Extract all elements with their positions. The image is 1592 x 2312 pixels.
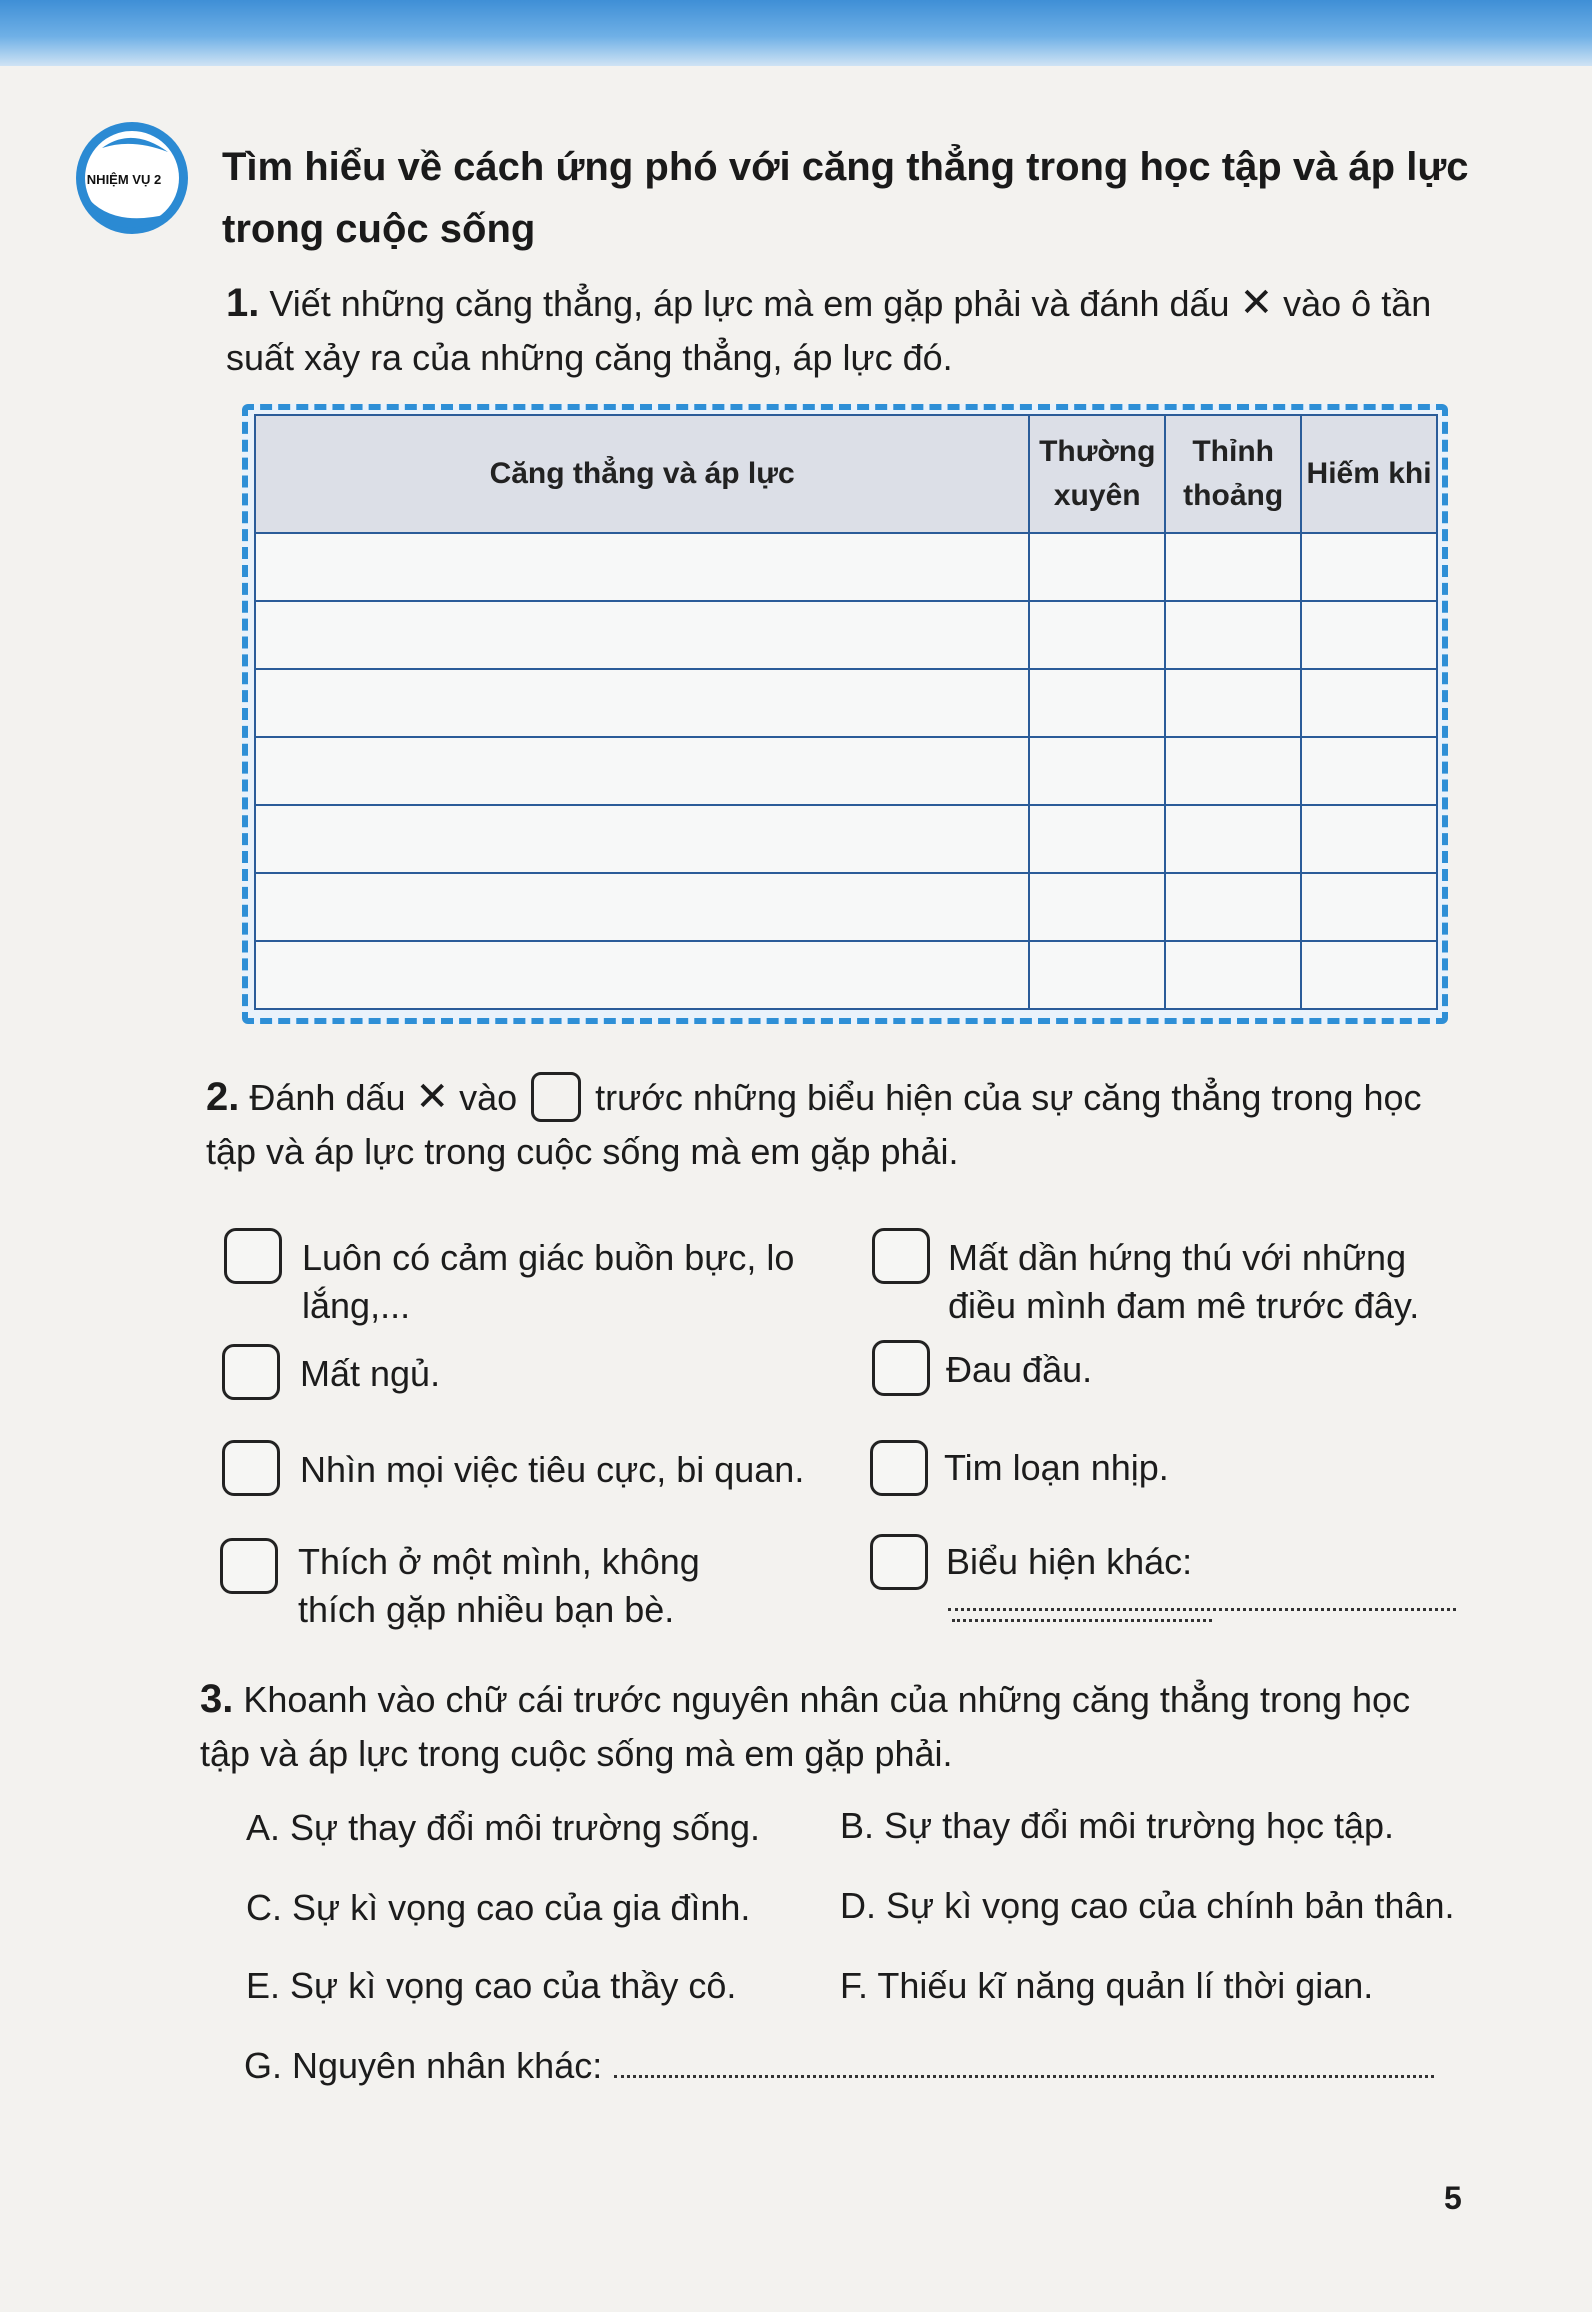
item-pessimism: Nhìn mọi việc tiêu cực, bi quan. [300, 1449, 805, 1490]
header-often: Thường xuyên [1029, 415, 1165, 533]
stress-input-cell[interactable] [255, 805, 1029, 873]
question-2-number: 2. [206, 1075, 240, 1119]
task-badge-icon [72, 118, 192, 238]
item-isolation: Thích ở một mình, không thích gặp nhiều bạn bè. [298, 1541, 700, 1630]
checkbox-sample-icon [531, 1072, 581, 1122]
checkbox-isolation[interactable] [220, 1538, 278, 1594]
table-row [255, 805, 1437, 873]
sometimes-cell[interactable] [1165, 737, 1301, 805]
checkbox-other-symptom[interactable] [870, 1534, 928, 1590]
option-f[interactable]: F. Thiếu kĩ năng quản lí thời gian. [840, 1965, 1374, 2006]
sometimes-cell[interactable] [1165, 873, 1301, 941]
item-anxiety: Luôn có cảm giác buồn bực, lo lắng,... [302, 1237, 795, 1326]
sometimes-cell[interactable] [1165, 669, 1301, 737]
often-cell[interactable] [1029, 669, 1165, 737]
question-2 [206, 1070, 1466, 1179]
checkbox-arrhythmia[interactable] [870, 1440, 928, 1496]
page-number: 5 [1444, 2180, 1462, 2216]
stress-frequency-table [254, 414, 1438, 1010]
option-d[interactable]: D. Sự kì vọng cao của chính bản thân. [840, 1885, 1455, 1926]
checkbox-pessimism[interactable] [222, 1440, 280, 1496]
often-cell[interactable] [1029, 873, 1165, 941]
option-g-label: G. Nguyên nhân khác: [244, 2045, 603, 2086]
other-symptom-line-2[interactable] [948, 1608, 1456, 1611]
item-headache: Đau đầu. [946, 1349, 1093, 1390]
question-1-text-after: vào ô tần suất xảy ra của những căng thẳng, áp lực đó. [226, 283, 1432, 378]
rarely-cell[interactable] [1301, 601, 1437, 669]
question-1 [226, 276, 1466, 385]
table-row [255, 737, 1437, 805]
stress-input-cell[interactable] [255, 873, 1029, 941]
often-cell[interactable] [1029, 601, 1165, 669]
other-cause-line[interactable] [614, 2075, 1434, 2078]
task-title: Tìm hiểu về cách ứng phó với căng thẳng trong học tập và áp lực trong cuộc sống [222, 145, 1469, 251]
sometimes-cell[interactable] [1165, 533, 1301, 601]
stress-input-cell[interactable] [255, 737, 1029, 805]
often-cell[interactable] [1029, 533, 1165, 601]
question-3-text: Khoanh vào chữ cái trước nguyên nhân của những căng thẳng trong học tập và áp lực trong cuộc sống mà em gặp phải. [200, 1679, 1411, 1774]
table-header-row [255, 415, 1437, 533]
sometimes-cell[interactable] [1165, 941, 1301, 1009]
rarely-cell[interactable] [1301, 873, 1437, 941]
option-g[interactable] [244, 2042, 1464, 2090]
stress-input-cell[interactable] [255, 669, 1029, 737]
item-other-symptom [946, 1538, 1456, 1634]
badge-label: NHIỆM VỤ 2 [86, 172, 162, 187]
sometimes-cell[interactable] [1165, 601, 1301, 669]
question-1-number: 1. [226, 281, 260, 325]
rarely-cell[interactable] [1301, 941, 1437, 1009]
header-rarely: Hiếm khi [1301, 415, 1437, 533]
question-1-text-before: Viết những căng thẳng, áp lực mà em gặp phải và đánh dấu [269, 283, 1230, 324]
item-insomnia: Mất ngủ. [300, 1353, 441, 1394]
item-arrhythmia: Tim loạn nhịp. [944, 1447, 1169, 1488]
often-cell[interactable] [1029, 941, 1165, 1009]
rarely-cell[interactable] [1301, 805, 1437, 873]
question-2-text-mid: vào [459, 1077, 518, 1118]
x-mark-icon: ✕ [415, 1075, 450, 1119]
checkbox-anxiety[interactable] [224, 1228, 282, 1284]
checkbox-headache[interactable] [872, 1340, 930, 1396]
table-row [255, 669, 1437, 737]
question-3-number: 3. [200, 1677, 234, 1721]
question-2-text-before: Đánh dấu [249, 1077, 406, 1118]
other-symptom-line[interactable] [952, 1619, 1212, 1622]
stress-input-cell[interactable] [255, 601, 1029, 669]
table-row [255, 941, 1437, 1009]
option-a[interactable]: A. Sự thay đổi môi trường sống. [246, 1807, 761, 1848]
stress-input-cell[interactable] [255, 533, 1029, 601]
other-symptom-label: Biểu hiện khác: [946, 1541, 1193, 1582]
option-b[interactable]: B. Sự thay đổi môi trường học tập. [840, 1805, 1395, 1846]
table-row [255, 873, 1437, 941]
rarely-cell[interactable] [1301, 533, 1437, 601]
option-c[interactable]: C. Sự kì vọng cao của gia đình. [246, 1887, 751, 1928]
option-e[interactable]: E. Sự kì vọng cao của thầy cô. [246, 1965, 737, 2006]
question-3 [200, 1672, 1470, 1781]
header-sometimes: Thỉnh thoảng [1165, 415, 1301, 533]
stress-input-cell[interactable] [255, 941, 1029, 1009]
checkbox-lost-interest[interactable] [872, 1228, 930, 1284]
question-2-text-after: trước những biểu hiện của sự căng thẳng trong học tập và áp lực trong cuộc sống mà em gặp phải. [206, 1077, 1422, 1172]
header-stress: Căng thẳng và áp lực [255, 415, 1029, 533]
often-cell[interactable] [1029, 805, 1165, 873]
table-row [255, 601, 1437, 669]
top-decoration-band [0, 0, 1592, 66]
often-cell[interactable] [1029, 737, 1165, 805]
table-row [255, 533, 1437, 601]
checkbox-insomnia[interactable] [222, 1344, 280, 1400]
item-lost-interest: Mất dần hứng thú với những điều mình đam mê trước đây. [948, 1237, 1420, 1326]
rarely-cell[interactable] [1301, 737, 1437, 805]
sometimes-cell[interactable] [1165, 805, 1301, 873]
x-mark-icon: ✕ [1239, 281, 1274, 325]
rarely-cell[interactable] [1301, 669, 1437, 737]
